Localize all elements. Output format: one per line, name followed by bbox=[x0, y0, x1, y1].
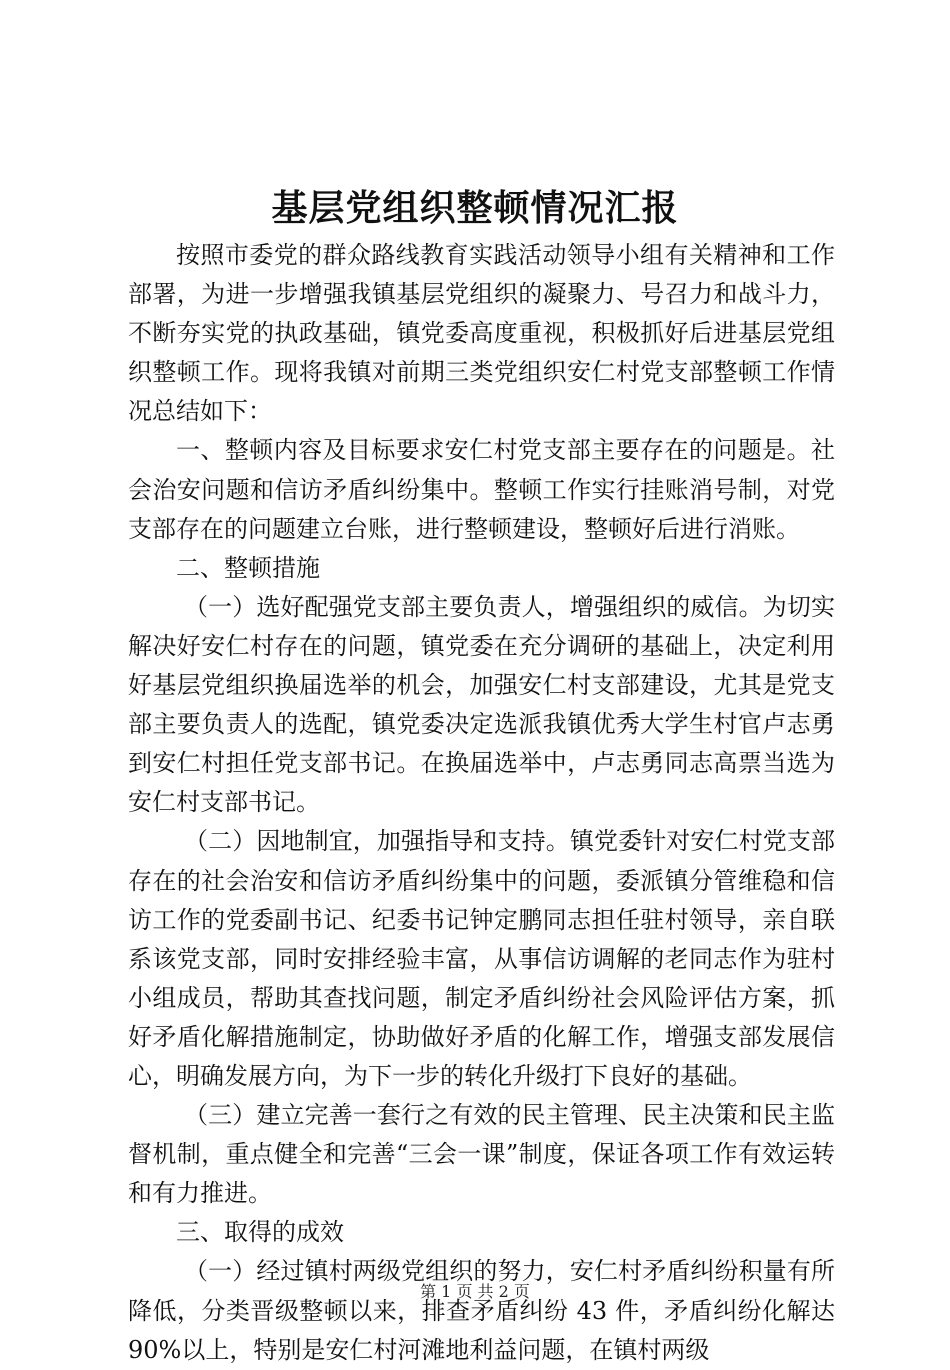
paragraph-measure-1: （一）选好配强党支部主要负责人，增强组织的威信。为切实解决好安仁村存在的问题，镇党委在充分调研的基础上，决定利用好基层党组织换届选举的机会，加强安仁村支部建设，尤其是党支部主要负责人的选配，镇党委决定选派我镇优秀大学生村官卢志勇到安仁村担任党支部书记。在换届选举中，卢志勇同志高票当选为安仁村支部书记。 bbox=[128, 592, 835, 817]
paragraph-measure-2: （二）因地制宜，加强指导和支持。镇党委针对安仁村党支部存在的社会治安和信访矛盾纠纷集中的问题，委派镇分管维稳和信访工作的党委副书记、纪委书记钟定鹏同志担任驻村领导，亲自联系该党支部，同时安排经验丰富，从事信访调解的老同志作为驻村小组成员，帮助其查找问题，制定矛盾纠纷社会风险评估方案，抓好矛盾化解措施制定，协助做好矛盾的化解工作，增强支部发展信心，明确发展方向，为下一步的转化升级打下良好的基础。 bbox=[128, 827, 835, 1090]
heading-section-2: 二、整顿措施 bbox=[176, 553, 320, 582]
paragraph-intro: 按照市委党的群众路线教育实践活动领导小组有关精神和工作部署，为进一步增强我镇基层党组织的凝聚力、号召力和战斗力，不断夯实党的执政基础，镇党委高度重视，积极抓好后进基层党组织整顿工作。现将我镇对前期三类党组织安仁村党支部整顿工作情况总结如下： bbox=[128, 241, 835, 426]
paragraph-result-1: （一）经过镇村两级党组织的努力，安仁村矛盾纠纷积量有所降低，分类晋级整顿以来，排查矛盾纠纷 43 件，矛盾纠纷化解达 90%以上，特别是安仁村河滩地利益问题，在镇村两级 bbox=[128, 1257, 835, 1364]
page-footer: 第 1 页 共 2 页 bbox=[420, 1282, 530, 1301]
paragraph-section-1: 一、整顿内容及目标要求安仁村党支部主要存在的问题是。社会治安问题和信访矛盾纠纷集中。整顿工作实行挂账消号制，对党支部存在的问题建立台账，进行整顿建设，整顿好后进行消账。 bbox=[128, 436, 835, 543]
document-body bbox=[128, 236, 835, 1370]
paragraph-measure-3: （三）建立完善一套行之有效的民主管理、民主决策和民主监督机制，重点健全和完善“三会一课”制度，保证各项工作有效运转和有力推进。 bbox=[128, 1101, 835, 1208]
heading-section-3: 三、取得的成效 bbox=[176, 1218, 344, 1247]
document-title: 基层党组织整顿情况汇报 bbox=[271, 187, 679, 229]
